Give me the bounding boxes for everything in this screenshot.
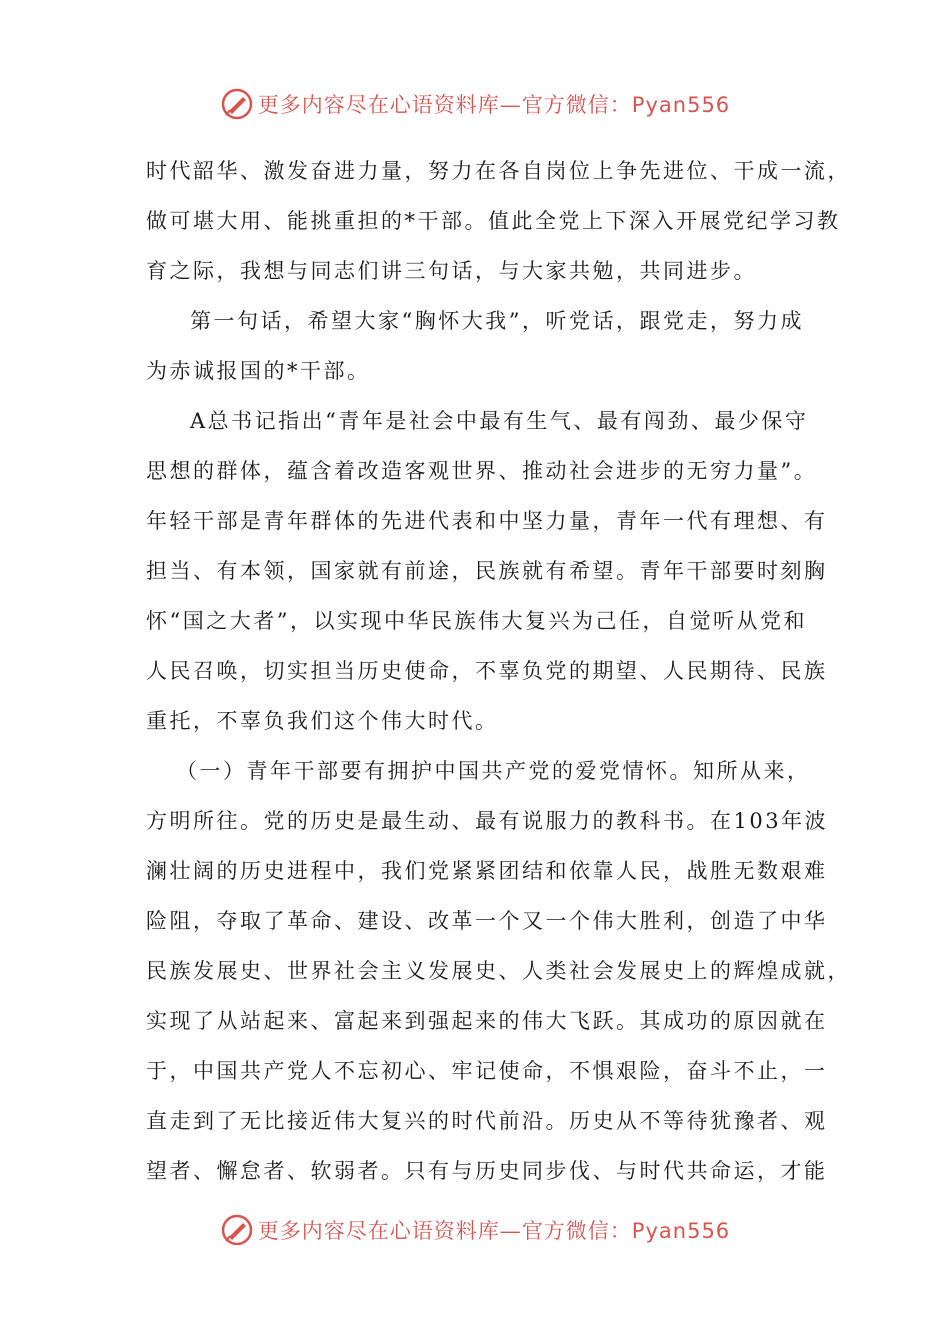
- text-line: 为赤诚报国的*干部。: [146, 359, 371, 383]
- text-line: 年轻干部是青年群体的先进代表和中坚力量，青年一代有理想、有: [146, 509, 828, 533]
- watermark-wechat-text: 官方微信：Pyan556: [521, 1219, 731, 1243]
- document-body: [146, 146, 851, 1196]
- text-line: 直走到了无比接近伟大复兴的时代前沿。历史从不等待犹豫者、观: [146, 1109, 828, 1133]
- text-line: 时代韶华、激发奋进力量，努力在各自岗位上争先进位、干成一流，: [146, 159, 851, 183]
- text-line: A总书记指出“青年是社会中最有生气、最有闯劲、最少保守: [190, 409, 809, 433]
- text-line: 思想的群体，蕴含着改造客观世界、推动社会进步的无穷力量”。: [146, 459, 818, 483]
- pen-logo-icon: [220, 1213, 254, 1247]
- text-line: 重托，不辜负我们这个伟大时代。: [146, 709, 499, 733]
- text-line: 育之际，我想与同志们讲三句话，与大家共勉，共同进步。: [146, 259, 757, 283]
- text-line: 做可堪大用、能挑重担的*干部。值此全党上下深入开展党纪学习教: [146, 209, 841, 233]
- header-watermark: [0, 84, 950, 124]
- footer-watermark: [0, 1210, 950, 1250]
- text-line: 于，中国共产党人不忘初心、牢记使命，不惧艰险，奋斗不止，一: [146, 1059, 828, 1083]
- text-line: 澜壮阔的历史进程中，我们党紧紧团结和依靠人民，战胜无数艰难: [146, 859, 828, 883]
- text-line: 怀“国之大者”，以实现中华民族伟大复兴为己任，自觉听从党和: [146, 609, 807, 633]
- pen-logo-icon: [220, 87, 254, 121]
- watermark-wechat-text: 官方微信：Pyan556: [521, 93, 731, 117]
- text-line: 民族发展史、世界社会主义发展史、人类社会发展史上的辉煌成就，: [146, 959, 851, 983]
- text-line: 第一句话，希望大家“胸怀大我”，听党话，跟党走，努力成: [190, 309, 804, 333]
- text-line: 险阻，夺取了革命、建设、改革一个又一个伟大胜利，创造了中华: [146, 909, 828, 933]
- text-line: 人民召唤，切实担当历史使命，不辜负党的期望、人民期待、民族: [146, 659, 828, 683]
- text-line: 方明所往。党的历史是最生动、最有说服力的教科书。在103年波: [146, 809, 829, 833]
- text-line: （一）青年干部要有拥护中国共产党的爱党情怀。知所从来，: [176, 759, 811, 783]
- text-line: 望者、懈怠者、软弱者。只有与历史同步伐、与时代共命运，才能: [146, 1159, 828, 1183]
- watermark-site-text: 更多内容尽在心语资料库—: [257, 93, 522, 117]
- text-line: 担当、有本领，国家就有前途，民族就有希望。青年干部要时刻胸: [146, 559, 828, 583]
- text-line: 实现了从站起来、富起来到强起来的伟大飞跃。其成功的原因就在: [146, 1009, 828, 1033]
- watermark-site-text: 更多内容尽在心语资料库—: [257, 1219, 522, 1243]
